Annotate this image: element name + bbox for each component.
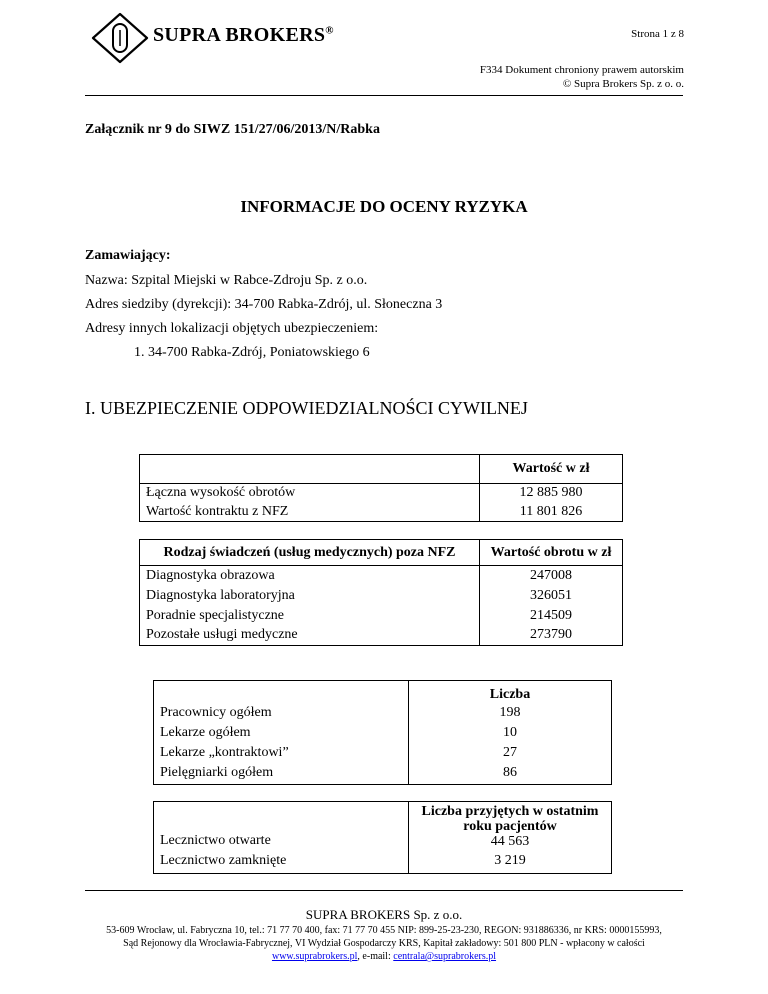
header-divider <box>85 95 683 96</box>
table-header-value: Wartość w zł <box>480 455 623 484</box>
row-label: Diagnostyka obrazowa <box>140 566 480 586</box>
table-header-row <box>140 455 623 484</box>
row-label: Lecznictwo otwarte <box>154 802 409 850</box>
table-header-type: Rodzaj świadczeń (usług medycznych) poza NFZ <box>140 540 480 566</box>
row-value: 326051 <box>480 586 623 606</box>
services-table <box>139 539 623 646</box>
table-row <box>140 484 623 503</box>
row-label: Łączna wysokość obrotów <box>140 484 480 503</box>
registered-mark: ® <box>325 24 334 37</box>
row-label: Pielęgniarki ogółem <box>154 763 409 785</box>
turnover-table <box>139 454 623 522</box>
page-title: INFORMACJE DO OCENY RYZYKA <box>240 197 528 216</box>
table-header-cell <box>409 802 612 850</box>
brand-text: SUPRA BROKERS <box>153 24 326 46</box>
location-item: 1. 34-700 Rabka-Zdrój, Poniatowskiego 6 <box>134 345 370 360</box>
table-row <box>154 723 612 743</box>
other-locations-label: Adresy innych lokalizacji objętych ubezpieczeniem: <box>85 321 379 336</box>
row-label: Lecznictwo zamknięte <box>154 849 409 873</box>
document-info <box>480 63 684 91</box>
table-row <box>154 743 612 763</box>
row-label: Lekarze ogółem <box>154 723 409 743</box>
email-prefix: , e-mail: <box>357 951 394 962</box>
table-row <box>154 849 612 873</box>
row-label: Lekarze „kontraktowi” <box>154 743 409 763</box>
client-address: Adres siedziby (dyrekcji): 34-700 Rabka-Zdrój, ul. Słoneczna 3 <box>85 297 443 312</box>
row-label: Diagnostyka laboratoryjna <box>140 586 480 606</box>
email-link[interactable]: centrala@suprabrokers.pl <box>393 951 497 962</box>
row-value: 273790 <box>480 626 623 646</box>
row-value: 11 801 826 <box>480 503 623 522</box>
row-value: 3 219 <box>409 849 612 873</box>
row-value: 10 <box>409 723 612 743</box>
table-row <box>140 626 623 646</box>
table-header-row <box>154 681 612 703</box>
table-header-value: Liczba <box>409 681 612 703</box>
row-value: 86 <box>409 763 612 785</box>
row-value: 214509 <box>480 606 623 626</box>
row-value: 247008 <box>480 566 623 586</box>
company-logo-mark <box>90 12 150 69</box>
table-header-row <box>154 802 612 850</box>
patients-table <box>153 801 612 874</box>
brand-name <box>153 24 334 47</box>
table-row <box>154 763 612 785</box>
row-label: Pozostałe usługi medyczne <box>140 626 480 646</box>
staff-table <box>153 680 612 785</box>
table-header-row <box>140 540 623 566</box>
row-label: Wartość kontraktu z NFZ <box>140 503 480 522</box>
table-cell-empty <box>154 681 409 703</box>
row-value: 27 <box>409 743 612 763</box>
row-value: 198 <box>409 703 612 723</box>
logo-diamond-icon <box>90 12 150 64</box>
row-label: Poradnie specjalistyczne <box>140 606 480 626</box>
footer-contact <box>0 951 768 962</box>
website-link[interactable]: www.suprabrokers.pl <box>271 951 358 962</box>
row-label: Pracownicy ogółem <box>154 703 409 723</box>
table-row <box>140 606 623 626</box>
footer-divider <box>85 890 683 891</box>
table-row <box>140 586 623 606</box>
table-cell-empty <box>140 455 480 484</box>
row-value: 44 563 <box>490 834 530 849</box>
footer-address: 53-609 Wrocław, ul. Fabryczna 10, tel.: 71 77 70 400, fax: 71 77 70 455 NIP: 899-25-23-230, REGON: 931886336, nr KRS: 0000155993, <box>106 925 662 936</box>
page-number: Strona 1 z 8 <box>631 28 684 40</box>
table-header-value: Liczba przyjętych w ostatnim roku pacjentów <box>421 804 599 834</box>
table-row <box>140 566 623 586</box>
doc-info-line2: © Supra Brokers Sp. z o. o. <box>562 78 684 90</box>
attachment-reference: Załącznik nr 9 do SIWZ 151/27/06/2013/N/Rabka <box>85 122 380 137</box>
footer-company: SUPRA BROKERS Sp. z o.o. <box>305 907 463 922</box>
table-row <box>140 503 623 522</box>
footer-registration: Sąd Rejonowy dla Wrocławia-Fabrycznej, VI Wydział Gospodarczy KRS, Kapitał zakładowy: 501 800 PLN - wpłacony w całości <box>123 938 645 949</box>
client-label: Zamawiający: <box>85 248 171 263</box>
table-header-value: Wartość obrotu w zł <box>480 540 623 566</box>
client-name: Nazwa: Szpital Miejski w Rabce-Zdroju Sp. z o.o. <box>85 273 368 288</box>
row-value: 12 885 980 <box>480 484 623 503</box>
table-row <box>154 703 612 723</box>
doc-info-line1: F334 Dokument chroniony prawem autorskim <box>479 64 684 76</box>
section-title: I. UBEZPIECZENIE ODPOWIEDZIALNOŚCI CYWILNEJ <box>85 398 528 418</box>
